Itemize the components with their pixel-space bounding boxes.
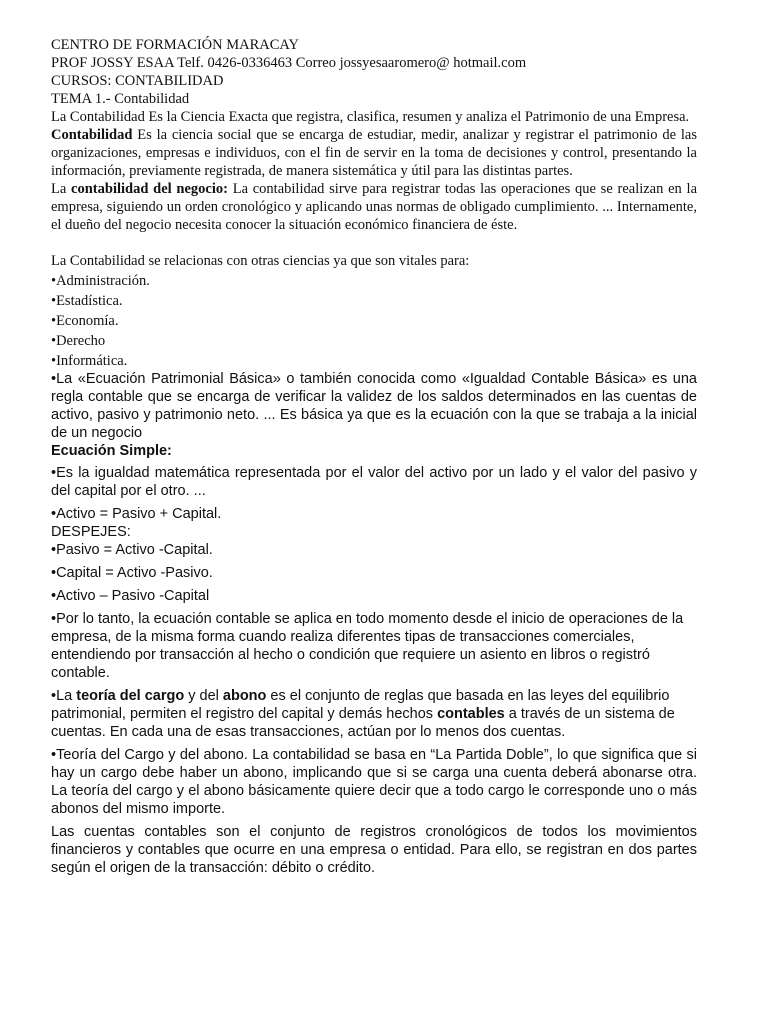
equation-intro-paragraph: •La «Ecuación Patrimonial Básica» o también conocida como «Igualdad Contable Básica» es una regla contable que se encarga de verificar la validez de los saldos determinados en las cuentas de activo, pasivo y patrimonio neto. ... Es básica ya que es la ecuación con la que se trabaja a la inicial de un negocio (51, 371, 697, 441)
relations-lead: La Contabilidad se relacionas con otras ciencias ya que son vitales para: (51, 253, 470, 269)
institution-title: CENTRO DE FORMACIÓN MARACAY (51, 37, 300, 53)
despeje-item: •Activo – Pasivo -Capital (51, 588, 210, 604)
list-item: •Derecho (51, 333, 106, 349)
bold-term: abono (222, 688, 267, 704)
intro-section (51, 108, 697, 370)
cargo-abono-paragraph (51, 687, 697, 741)
paragraph-text: •La (51, 688, 77, 704)
despeje-item: •Pasivo = Activo -Capital. (51, 542, 213, 558)
paragraph-text: La (51, 181, 72, 197)
accounts-paragraph: Las cuentas contables son el conjunto de registros cronológicos de todos los movimientos financieros y contables que ocurre en una empresa o entidad. Para ello, se registran en dos partes según el origen de la transacción: débito o crédito. (51, 824, 697, 876)
bold-term: contables (437, 706, 505, 722)
teacher-contact: PROF JOSSY ESAA Telf. 0426-0336463 Correo jossyesaaromero@ hotmail.com (51, 55, 527, 71)
paragraph-text: y del (184, 688, 223, 704)
paragraph-text: La contabilidad sirve para registrar todas las operaciones que se realizan en la empresa, siguiendo un orden cronológico y aplicando unas normas de obligado cumplimiento. ... Internamente, el dueño del negocio necesita conocer la situación económico financiera de éste. (51, 181, 698, 233)
bold-term: contabilidad del negocio: (71, 181, 228, 197)
double-entry-paragraph: •Teoría del Cargo y del abono. La contabilidad se basa en “La Partida Doble”, lo que significa que si hay un cargo debe haber un abono, implicando que si se carga una cuenta deberá abonarse otra. La teoría del cargo y el abono básicamente quiere decir que a todo cargo le corresponde uno o más abonos del mismo importe. (51, 747, 697, 817)
topic-title: TEMA 1.- Contabilidad (51, 91, 190, 107)
despeje-item: •Capital = Activo -Pasivo. (51, 565, 213, 581)
equation-section (51, 370, 697, 877)
business-accounting-paragraph (51, 180, 697, 234)
application-paragraph: •Por lo tanto, la ecuación contable se aplica en todo momento desde el inicio de operaciones de la empresa, de la misma forma cuando realiza diferentes tipas de transacciones comerciales, entendiendo por transacción al hecho o condición que requiere un asiento en libros o registró contable. (51, 611, 684, 681)
paragraph-text: Es la ciencia social que se encarga de estudiar, medir, analizar y registrar el patrimonio de las organizaciones, empresas e individuos, con el fin de servir en la toma de decisiones y control, presentando la información, previamente registrada, de manera sistemática y útil para las distintas partes. (51, 127, 697, 179)
spacer (51, 234, 697, 252)
bold-term: Contabilidad (51, 127, 133, 143)
bold-term: teoría del cargo (76, 688, 185, 704)
heading-text: Ecuación Simple: (51, 443, 172, 459)
definition-paragraph: La Contabilidad Es la Ciencia Exacta que registra, clasifica, resumen y analiza el Patrimonio de una Empresa. (51, 109, 690, 125)
list-item: •Economía. (51, 313, 119, 329)
section-heading (51, 442, 697, 460)
equation-definition: •Es la igualdad matemática representada por el valor del activo por un lado y el valor del pasivo y del capital por el otro. ... (51, 465, 697, 499)
paragraph-text: es el conjunto de reglas que basada en las leyes del equilibrio patrimonial, permiten el registro del capital y demás hechos (51, 688, 670, 722)
paragraph-text: a través de un sistema de cuentas. En cada una de esas transacciones, actúan por lo menos dos cuentas. (51, 706, 675, 740)
list-item: •Estadística. (51, 293, 123, 309)
document-header (51, 36, 697, 108)
list-item: •Informática. (51, 353, 128, 369)
equation-formula: •Activo = Pasivo + Capital. (51, 506, 222, 522)
course-name: CURSOS: CONTABILIDAD (51, 73, 224, 89)
list-item: •Administración. (51, 273, 150, 289)
despejes-title: DESPEJES: (51, 524, 131, 540)
social-science-paragraph (51, 126, 697, 180)
